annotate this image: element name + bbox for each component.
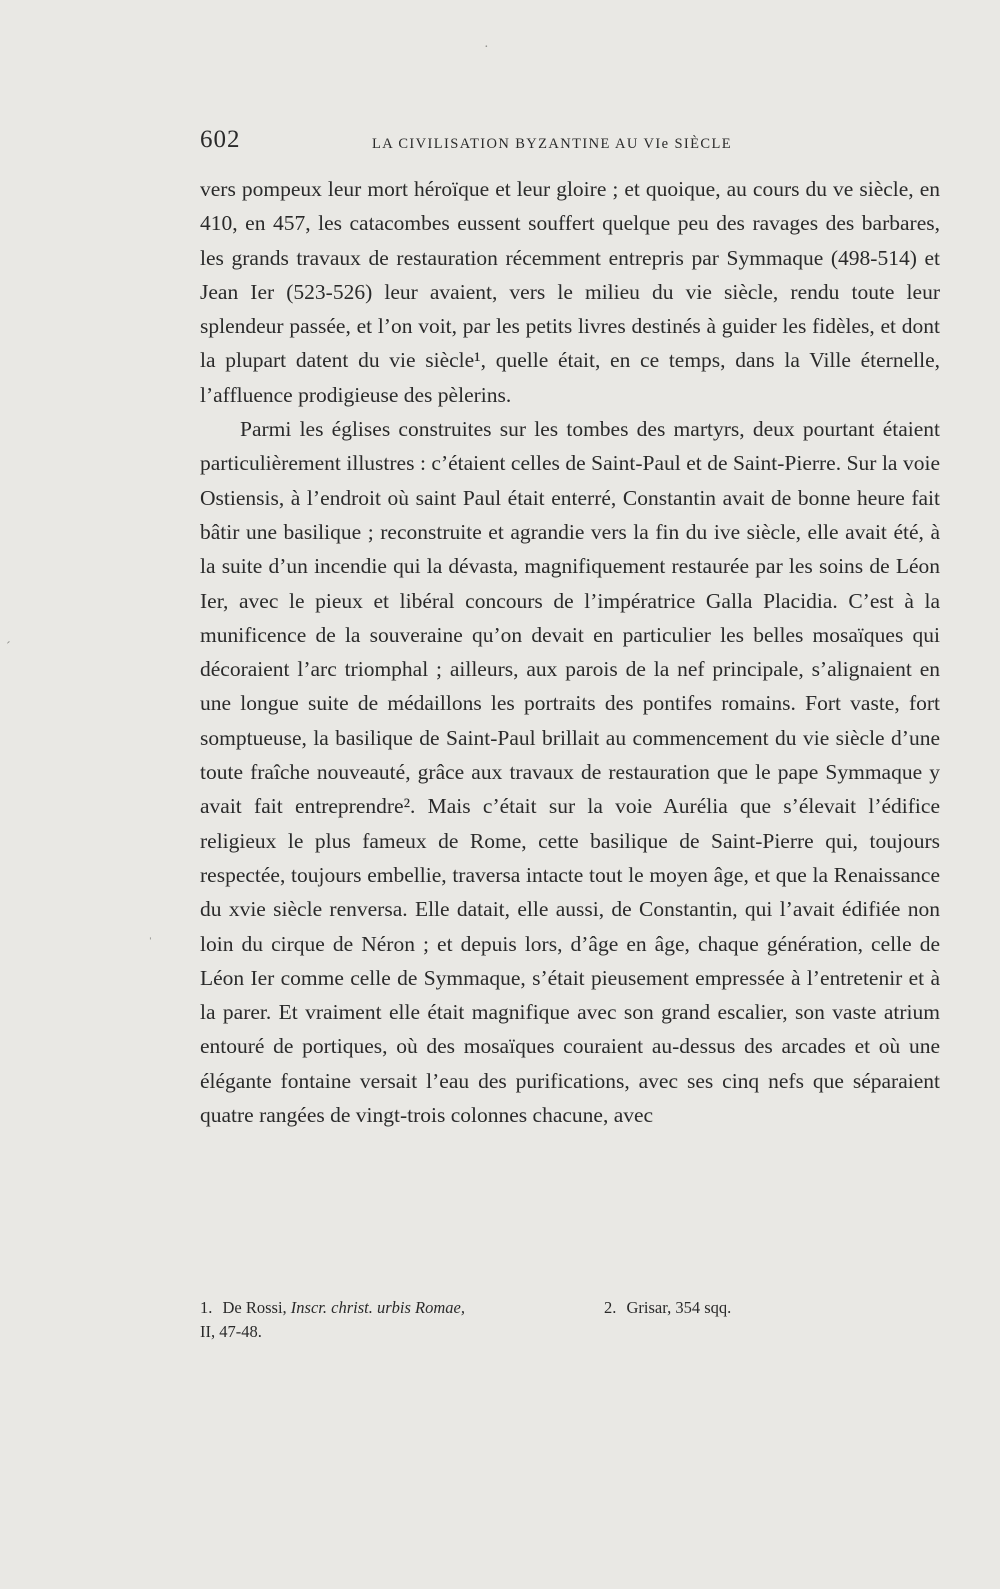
paragraph-continued: vers pompeux leur mort héroïque et leur gloire ; et quoique, au cours du ve siècle, en 410, en 457, les catacombes eussent souffert quelque peu des ravages des barbares, les grands travaux de restauration récemment entrepris par Symmaque (498-514) et Jean Ier (523-526) leur avaient, vers le milieu du vie siècle, rendu toute leur splendeur passée, et l’on voit, par les petits livres destinés à guider les fidèles, et dont la plupart datent du vie siècle¹, quelle était, en ce temps, dans la Ville éternelle, l’affluence prodigieuse des pèlerins.	[200, 177, 940, 407]
footnote-1	[200, 1296, 580, 1344]
paragraph-basilicas: Parmi les églises construites sur les tombes des martyrs, deux pourtant étaient particulièrement illustres : c’étaient celles de Saint-Paul et de Saint-Pierre. Sur la voie Ostiensis, à l’endroit où saint Paul était enterré, Constantin avait de bonne heure fait bâtir une basilique ; reconstruite et agrandie vers la fin du ive siècle, elle avait été, à la suite d’un incendie qui la dévasta, magnifiquement restaurée par les soins de Léon Ier, avec le pieux et libéral concours de l’impératrice Galla Placidia. C’est à la munificence de la souveraine qu’on devait en particulier les belles mosaïques qui décoraient l’arc triomphal ; ailleurs, aux parois de la nef principale, s’alignaient en une longue suite de médaillons les portraits des pontifes romains. Fort vaste, fort somptueuse, la basilique de Saint-Paul brillait au commencement du vie siècle d’une toute fraîche nouveauté, grâce aux travaux de restauration que le pape Symmaque y avait fait entreprendre². Mais c’était sur la voie Aurélia que s’élevait l’édifice religieux le plus fameux de Rome, cette basilique de Saint-Pierre qui, toujours respectée, toujours embellie, traversa intacte tout le moyen âge, et que la Renaissance du xvie siècle renversa. Elle datait, elle aussi, de Constantin, qui l’avait édifiée non loin du cirque de Néron ; et depuis lors, d’âge en âge, chaque génération, celle de Léon Ier comme celle de Symmaque, s’était pieusement empressée à l’entretenir et à la parer. Et vraiment elle était magnifique avec son grand escalier, son vaste atrium entouré de portiques, où des mosaïques couraient au-dessus des arcades et où une élégante fontaine versait l’eau des purifications, avec ses cinq nefs que séparaient quatre rangées de vingt-trois colonnes chacune, avec	[200, 417, 940, 1128]
paper-speck: ˈ	[148, 936, 153, 951]
footnote-1-number: 1.	[200, 1298, 213, 1317]
running-title: LA CIVILISATION BYZANTINE AU VIe SIÈCLE	[372, 136, 733, 152]
body-text	[200, 172, 940, 1132]
paper-speck: ˊ	[6, 640, 11, 655]
footnote-1-ref: II, 47-48.	[200, 1322, 262, 1341]
paper-speck: ·	[484, 40, 489, 55]
footnote-1-work: Inscr. christ. urbis Romae,	[290, 1298, 465, 1317]
footnote-2	[604, 1296, 904, 1320]
page-header	[200, 126, 940, 156]
footnote-1-author: De Rossi,	[222, 1298, 287, 1317]
footnote-2-number: 2.	[604, 1298, 617, 1317]
footnote-2-text: Grisar, 354 sqq.	[626, 1298, 732, 1317]
page-number: 602	[200, 126, 241, 153]
